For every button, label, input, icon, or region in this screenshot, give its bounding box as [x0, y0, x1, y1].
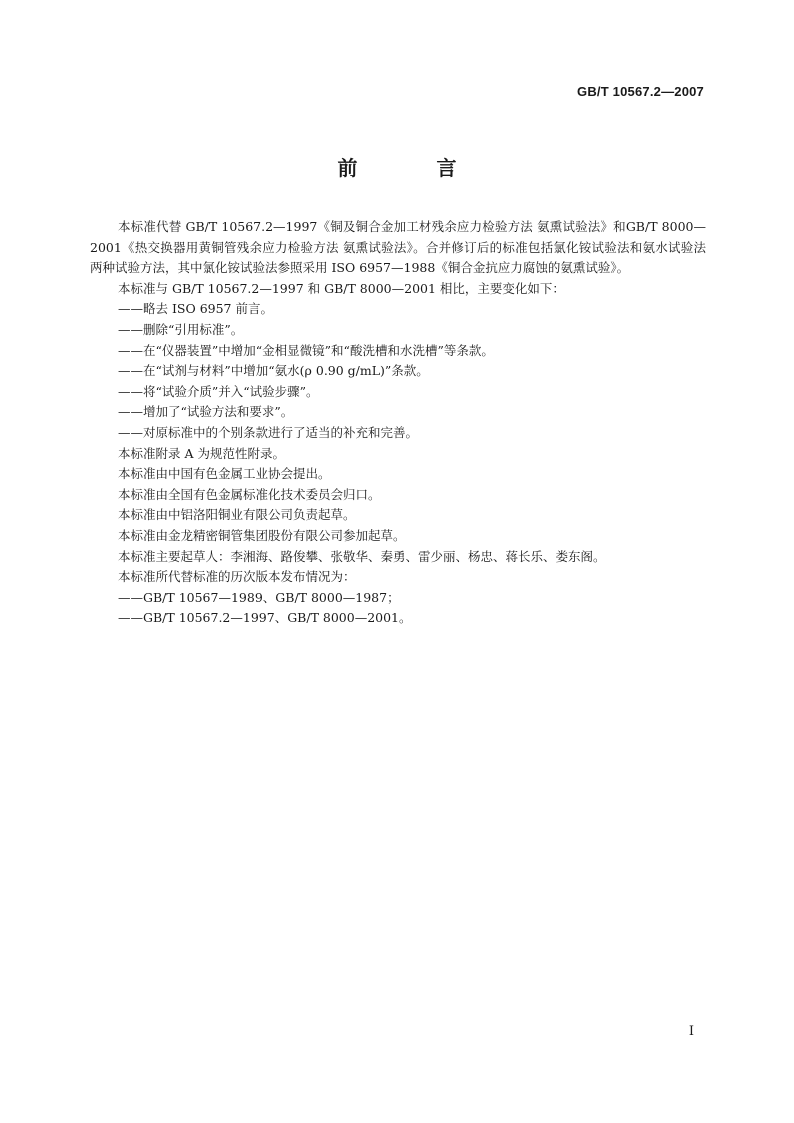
list-item: ——在“试剂与材料”中增加“氨水(ρ 0.90 g/mL)”条款。 — [118, 363, 429, 379]
paragraph-replacement: 本标准代替 GB/T 10567.2—1997《铜及铜合金加工材残余应力检验方法 氨熏试验法》和GB/T 8000—2001《热交换器用黄铜管残余应力检验方法 氨熏试验法》。合并修订后的标准包括氯化铵试验法和氨水试验法两种试验方法，其中氯化铵试验法参照采用 ISO 6957—1988《铜合金抗应力腐蚀的氨熏试验》。 — [90, 219, 706, 276]
paragraph-changes-intro: 本标准与 GB/T 10567.2—1997 和 GB/T 8000—2001 相比，主要变化如下： — [118, 280, 565, 296]
paragraph-co-drafter: 本标准由金龙精密铜管集团股份有限公司参加起草。 — [118, 527, 406, 543]
page-title: 前 言 — [337, 156, 493, 180]
paragraph-authors: 本标准主要起草人：李湘海、路俊攀、张敬华、秦勇、雷少丽、杨忠、蒋长乐、娄东阁。 — [118, 548, 606, 564]
paragraph-committee: 本标准由全国有色金属标准化技术委员会归口。 — [118, 486, 381, 502]
paragraph-history-intro: 本标准所代替标准的历次版本发布情况为： — [118, 569, 356, 585]
paragraph-annex: 本标准附录 A 为规范性附录。 — [118, 445, 285, 461]
list-item: ——略去 ISO 6957 前言。 — [118, 301, 273, 317]
foreword-body — [90, 217, 706, 629]
page-number: I — [688, 1024, 694, 1039]
list-item: ——将“试验介质”并入“试验步骤”。 — [118, 383, 319, 399]
list-item: ——增加了“试验方法和要求”。 — [118, 404, 294, 420]
standard-number: GB/T 10567.2—2007 — [577, 84, 704, 99]
list-item: ——GB/T 10567.2—1997、GB/T 8000—2001。 — [118, 610, 412, 626]
paragraph-proposer: 本标准由中国有色金属工业协会提出。 — [118, 466, 331, 482]
list-item: ——对原标准中的个别条款进行了适当的补充和完善。 — [118, 424, 419, 440]
list-item: ——在“仪器装置”中增加“金相显微镜”和“酸洗槽和水洗槽”等条款。 — [118, 342, 494, 358]
list-item: ——删除“引用标准”。 — [118, 321, 244, 337]
list-item: ——GB/T 10567—1989、GB/T 8000—1987； — [118, 589, 400, 605]
paragraph-drafter: 本标准由中铝洛阳铜业有限公司负责起草。 — [118, 507, 356, 523]
